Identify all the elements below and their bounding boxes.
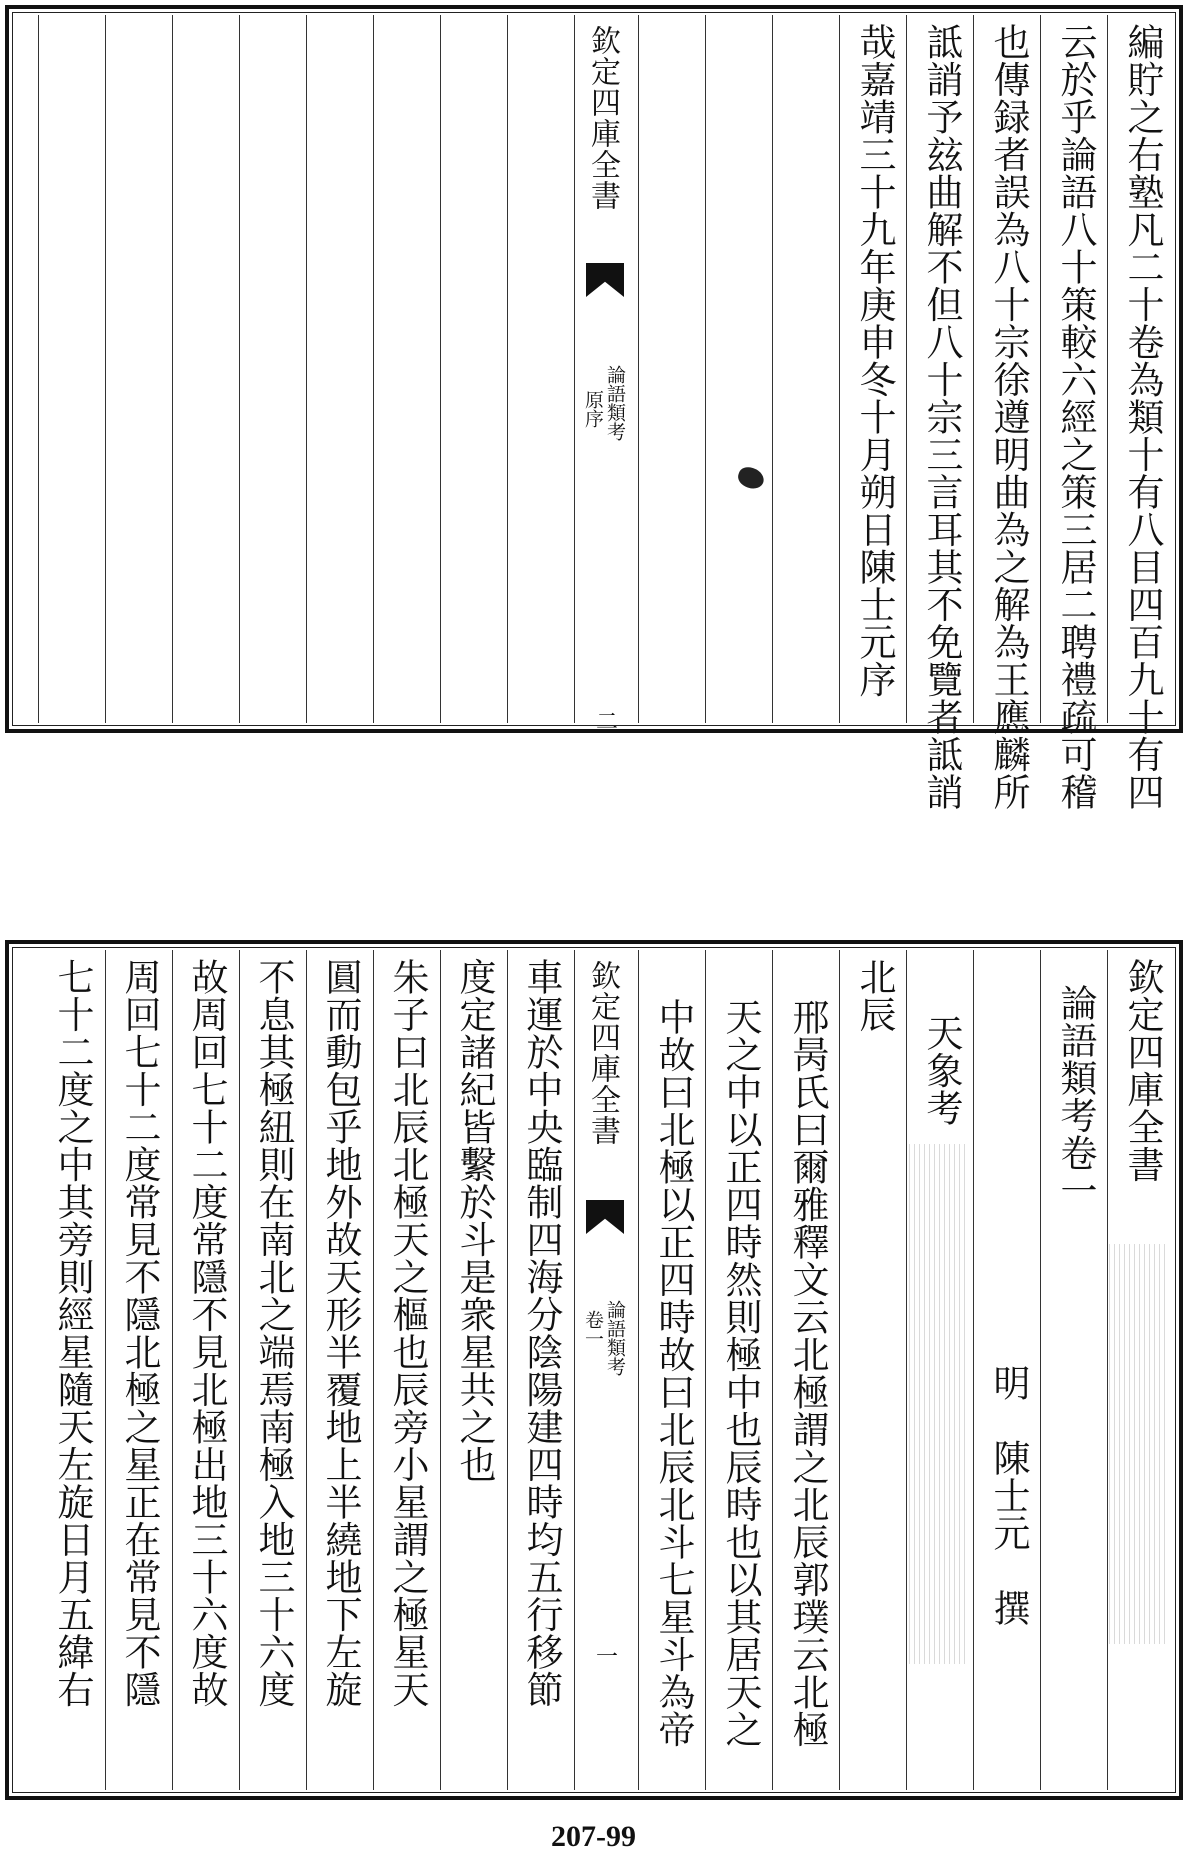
fish-tail-mark bbox=[586, 263, 624, 297]
column-rule bbox=[440, 950, 441, 1790]
top-book-name: 論語類考 bbox=[604, 365, 626, 441]
column-rule bbox=[906, 950, 907, 1790]
column-rule bbox=[440, 15, 441, 723]
top-section: 原序 bbox=[582, 390, 604, 428]
center-rule-left bbox=[574, 15, 575, 723]
top-page-frame bbox=[5, 5, 1183, 811]
left-column-6: 故周回七十二度常隱不見北極出地三十六度故 bbox=[185, 958, 228, 1708]
column-rule bbox=[1107, 15, 1108, 723]
bottom-page-number: 一 bbox=[596, 1645, 619, 1670]
scan-texture bbox=[909, 1144, 969, 1664]
column-rule bbox=[38, 15, 39, 723]
column-rule bbox=[306, 15, 307, 723]
right-column-1: 邢昺氏曰爾雅釋文云北極謂之北辰郭璞云北極 bbox=[786, 998, 829, 1748]
right-column-2: 天之中以正四時然則極中也辰時也以其居天之 bbox=[719, 998, 762, 1748]
top-center-title: 欽定四庫全書 bbox=[585, 25, 620, 211]
column-rule bbox=[973, 15, 974, 723]
column-rule bbox=[507, 15, 508, 723]
volume-title: 論語類考卷一 bbox=[1054, 984, 1097, 1209]
right-column-3: 中故曰北極以正四時故曰北辰北斗七星斗為帝 bbox=[652, 998, 695, 1748]
column-rule bbox=[1107, 950, 1108, 1790]
center-rule-left bbox=[574, 950, 575, 1790]
bottom-book-name: 論語類考 bbox=[604, 1300, 626, 1376]
column-rule bbox=[373, 950, 374, 1790]
category-label: 天象考 bbox=[920, 1014, 963, 1127]
scan-texture bbox=[1109, 1244, 1169, 1644]
top-column-3: 也傳録者誤為八十宗徐遵明曲為之解為王應麟所 bbox=[987, 23, 1030, 811]
fish-tail-mark bbox=[586, 1200, 624, 1234]
left-column-5: 不息其極紐則在南北之端焉南極入地三十六度 bbox=[252, 958, 295, 1708]
column-rule bbox=[507, 950, 508, 1790]
column-rule bbox=[772, 950, 773, 1790]
left-column-2: 度定諸紀皆繫於斗是衆星共之也 bbox=[453, 958, 496, 1483]
header-column bbox=[1116, 958, 1168, 1183]
bottom-center-strip bbox=[574, 950, 638, 1790]
bottom-page-frame bbox=[5, 940, 1183, 1800]
footer-page-code: 207-99 bbox=[551, 1820, 636, 1853]
left-column-8: 七十二度之中其旁則經星隨天左旋日月五緯右 bbox=[51, 958, 94, 1708]
top-column-1: 編貯之右塾凡二十卷為類十有八目四百九十有四 bbox=[1121, 23, 1164, 811]
column-rule bbox=[373, 15, 374, 723]
category-column bbox=[915, 1014, 967, 1127]
column-rule bbox=[705, 950, 706, 1790]
top-column-5: 哉嘉靖三十九年庚申冬十月朔日陳士元序 bbox=[853, 23, 896, 698]
column-rule bbox=[172, 950, 173, 1790]
left-column-1: 車運於中央臨制四海分陰陽建四時均五行移節 bbox=[520, 958, 563, 1708]
column-rule bbox=[239, 15, 240, 723]
column-rule bbox=[973, 950, 974, 1790]
left-column-7: 周回七十二度常見不隱北極之星正在常見不隱 bbox=[118, 958, 161, 1708]
column-rule bbox=[906, 15, 907, 723]
header-title: 欽定四庫全書 bbox=[1121, 958, 1164, 1183]
column-rule bbox=[105, 15, 106, 723]
entry-heading: 北辰 bbox=[853, 958, 896, 1033]
author-line: 明 陳士元 撰 bbox=[987, 1364, 1030, 1627]
left-column-4: 圓而動包乎地外故天形半覆地上半繞地下左旋 bbox=[319, 958, 362, 1708]
column-rule bbox=[239, 950, 240, 1790]
author-column bbox=[982, 1364, 1034, 1627]
column-rule bbox=[839, 15, 840, 723]
column-rule bbox=[839, 950, 840, 1790]
volume-title-column bbox=[1049, 984, 1101, 1209]
top-center-strip bbox=[574, 15, 638, 735]
column-rule bbox=[772, 15, 773, 723]
bottom-center-title: 欽定四庫全書 bbox=[585, 960, 620, 1146]
column-rule bbox=[1040, 15, 1041, 723]
bottom-section: 卷一 bbox=[582, 1310, 604, 1348]
column-rule bbox=[705, 15, 706, 723]
column-rule bbox=[1040, 950, 1041, 1790]
column-rule bbox=[172, 15, 173, 723]
top-page-number: 二 bbox=[596, 710, 619, 735]
top-column-4: 詆誚予玆曲解不但八十宗三言耳其不免覽者詆誚 bbox=[920, 23, 963, 811]
left-column-3: 朱子曰北辰北極天之樞也辰旁小星謂之極星天 bbox=[386, 958, 429, 1708]
center-rule-right bbox=[638, 950, 639, 1790]
center-rule-right bbox=[638, 15, 639, 723]
top-column-2: 云於乎論語八十策較六經之策三居二聘禮疏可稽 bbox=[1054, 23, 1097, 811]
entry-column bbox=[848, 958, 900, 1033]
column-rule bbox=[105, 950, 106, 1790]
column-rule bbox=[306, 950, 307, 1790]
